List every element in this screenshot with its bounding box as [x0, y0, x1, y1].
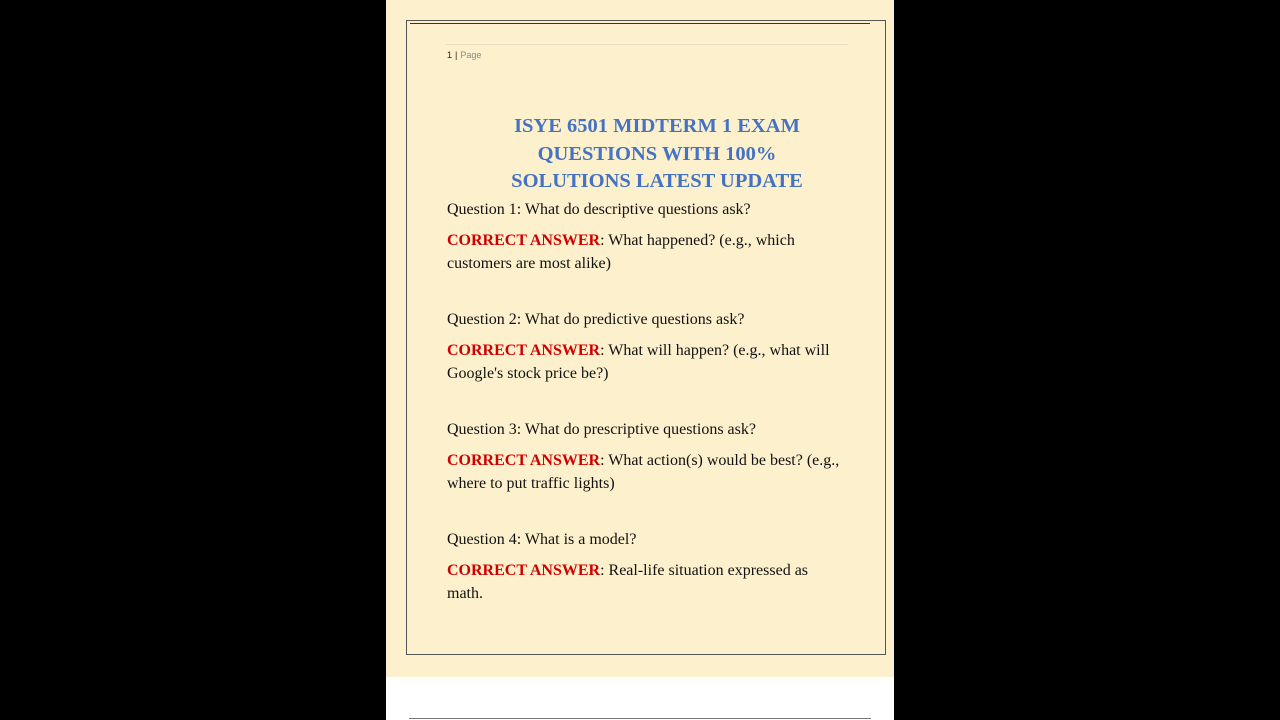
- answer-separator: :: [600, 342, 605, 359]
- page-number-separator: |: [455, 50, 458, 60]
- answer-text: [447, 229, 847, 275]
- question-text: Question 3: What do prescriptive questions ask?: [447, 421, 756, 438]
- answer-label: CORRECT ANSWER: [447, 562, 601, 579]
- page-label: Page: [460, 50, 482, 60]
- answer-body: What will happen? (e.g., what will Google's stock price be?): [447, 342, 830, 382]
- question-text: Question 2: What do predictive questions ask?: [447, 311, 745, 328]
- answer-body: What happened? (e.g., which customers are most alike): [447, 232, 795, 272]
- title-line: ISYE 6501 MIDTERM 1 EXAM: [514, 115, 800, 137]
- answer-body: Real-life situation expressed as math.: [447, 562, 809, 602]
- page-number-header: [447, 50, 481, 60]
- qa-item-2: [447, 310, 847, 385]
- question-text: Question 4: What is a model?: [447, 531, 637, 548]
- answer-separator: :: [600, 452, 605, 469]
- answer-separator: :: [600, 562, 605, 579]
- qa-item-1: [447, 200, 847, 275]
- question-text: Question 1: What do descriptive questions ask?: [447, 201, 751, 218]
- document-title: [486, 113, 828, 196]
- answer-text: [447, 449, 847, 495]
- qa-item-4: [447, 530, 847, 605]
- title-line: SOLUTIONS LATEST UPDATE: [511, 170, 803, 192]
- page-top-rule: [410, 23, 870, 24]
- answer-label: CORRECT ANSWER: [447, 452, 601, 469]
- title-line: QUESTIONS WITH 100%: [537, 142, 777, 165]
- answer-label: CORRECT ANSWER: [447, 232, 601, 249]
- answer-separator: :: [600, 232, 605, 249]
- next-page-top-rule: [409, 718, 871, 719]
- answer-label: CORRECT ANSWER: [447, 342, 601, 359]
- page-number: 1: [447, 50, 453, 60]
- answer-body: What action(s) would be best? (e.g., where to put traffic lights): [447, 452, 840, 492]
- answer-text: [447, 339, 847, 385]
- next-page-preview: [386, 677, 894, 720]
- document-page: [386, 0, 894, 677]
- qa-item-3: [447, 420, 847, 495]
- header-rule: [446, 44, 848, 45]
- answer-text: [447, 559, 847, 605]
